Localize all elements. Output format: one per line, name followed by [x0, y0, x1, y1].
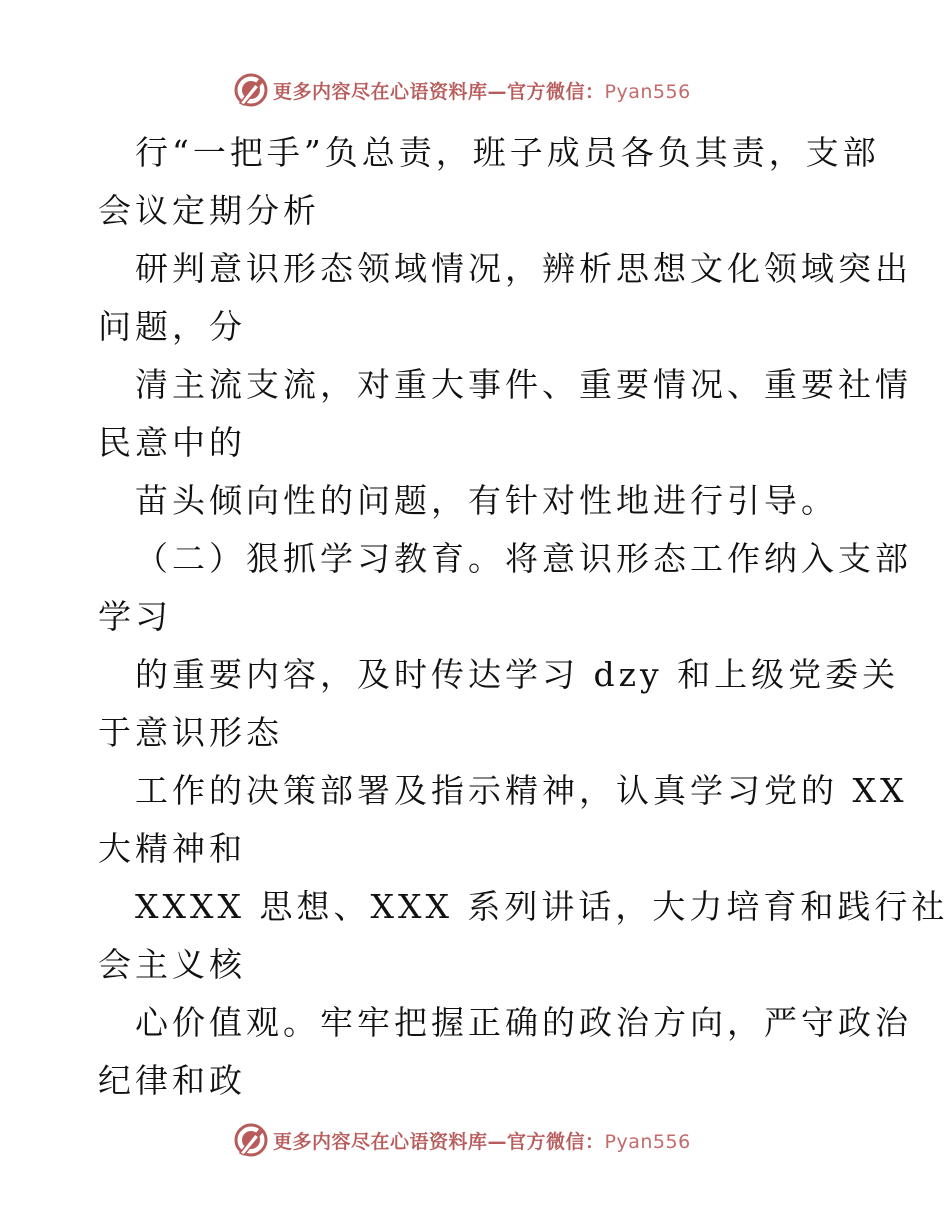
paragraph-line: 苗头倾向性的问题，有针对性地进行引导。: [135, 481, 838, 520]
paragraph-line: 的重要内容，及时传达学习 dzy 和上级党委关: [135, 655, 900, 694]
paragraph: [98, 472, 858, 530]
paragraph-line: 心价值观。牢牢把握正确的政治方向，严守政治: [135, 1003, 912, 1042]
header-watermark-banner: [233, 72, 691, 108]
paragraph-line: 会主义核: [98, 945, 246, 984]
paragraph: [98, 994, 912, 1110]
paragraph-line: 工作的决策部署及指示精神，认真学习党的 XX: [135, 771, 908, 810]
paragraph-line: 会议定期分析: [98, 191, 320, 230]
footer-watermark-banner: [233, 1122, 691, 1158]
paragraph-line: 学习: [98, 597, 172, 636]
paragraph: [98, 646, 900, 762]
paragraph: [98, 530, 912, 646]
paragraph-line: XXXX 思想、XXX 系列讲话，大力培育和践行社: [135, 887, 949, 926]
paragraph-line: 纪律和政: [98, 1061, 246, 1100]
paragraph-line: 于意识形态: [98, 713, 283, 752]
paragraph-line: 研判意识形态领域情况，辨析思想文化领域突出: [135, 249, 912, 288]
paragraph-line: 行“一把手”负总责，班子成员各负其责，支部: [135, 133, 880, 172]
paragraph: [98, 240, 912, 356]
watermark-text: 更多内容尽在心语资料库—官方微信：Pyan556: [273, 80, 691, 103]
paragraph: [98, 356, 912, 472]
paragraph: [98, 878, 949, 994]
paragraph: [98, 124, 880, 240]
pen-logo-icon: [233, 1122, 269, 1158]
pen-logo-icon: [233, 72, 269, 108]
document-body: [98, 124, 949, 1110]
watermark-text: 更多内容尽在心语资料库—官方微信：Pyan556: [273, 1130, 691, 1153]
paragraph-line: 问题，分: [98, 307, 246, 346]
paragraph-line: 大精神和: [98, 829, 246, 868]
paragraph-line: （二）狠抓学习教育。将意识形态工作纳入支部: [135, 539, 912, 578]
paragraph-line: 民意中的: [98, 423, 246, 462]
paragraph-line: 清主流支流，对重大事件、重要情况、重要社情: [135, 365, 912, 404]
paragraph: [98, 762, 908, 878]
